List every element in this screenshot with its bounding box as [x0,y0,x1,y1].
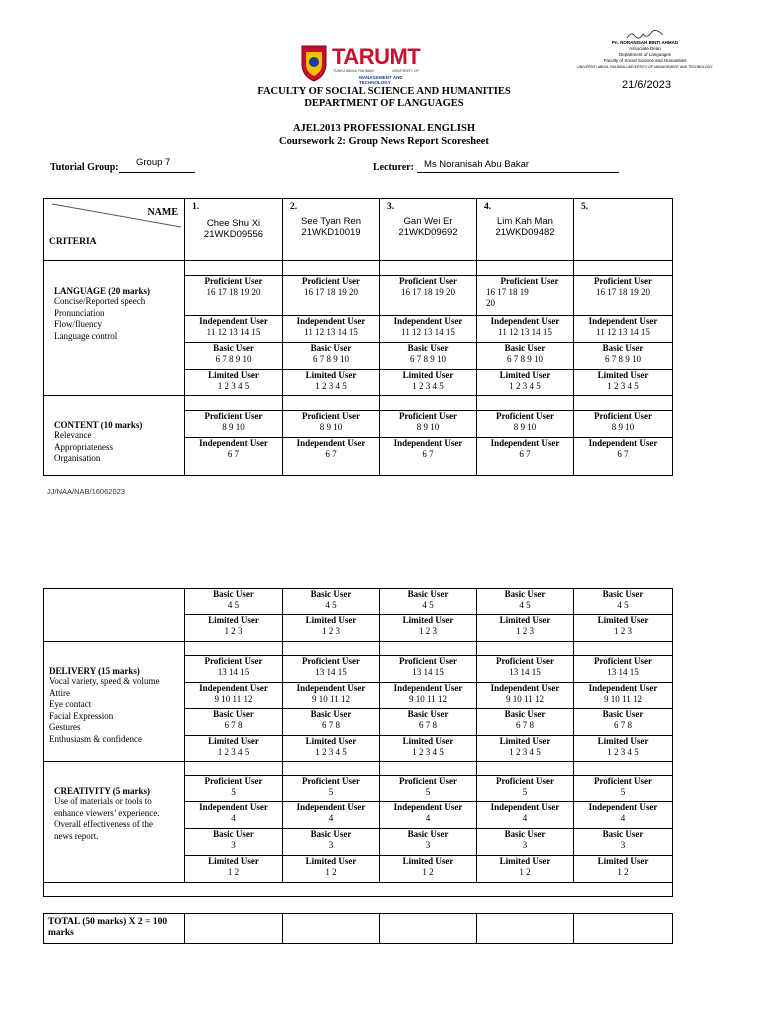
course-title: AJEL2013 PROFESSIONAL ENGLISH [292,123,476,134]
signatory-title: Associate Dean [629,46,661,51]
student-id: 21WKD09482 [495,227,555,238]
score-cell: Limited User 1 2 3 4 5 [477,736,574,762]
score-cell: Independent User 11 12 13 14 15 [283,316,380,343]
score-cell: Limited User 1 2 3 [574,615,673,642]
content-item: Organisation [54,453,101,463]
signature-date: 21/6/2023 [622,79,671,91]
score-cell: Proficient User 8 9 10 [477,411,574,438]
score-cell: Basic User 6 7 8 9 10 [283,343,380,370]
name-header: NAME [147,207,178,218]
delivery-item: Attire [49,687,70,698]
score-cell: Limited User 1 2 [477,856,574,883]
delivery-title: DELIVERY (15 marks) [49,666,140,676]
student-id: 21WKD09556 [203,229,264,240]
content-criteria [44,396,185,476]
score-cell: Proficient User 16 17 18 19 20 [574,276,673,316]
tutorial-group-label: Tutorial Group: [50,162,119,173]
score-cell: Proficient User 16 17 18 19 20 [477,276,574,316]
score-cell: Proficient User 8 9 10 [185,411,283,438]
score-cell: Basic User 4 5 [185,589,283,615]
creativity-item: enhance viewers’ experience. [54,807,160,818]
total-cell[interactable] [380,914,477,944]
score-cell: Independent User 4 [574,802,673,829]
language-item: Language control [54,330,118,341]
total-cell[interactable] [477,914,574,944]
score-cell: Limited User 1 2 3 4 5 [380,370,477,396]
total-cell[interactable] [574,914,673,944]
criteria-header: CRITERIA [49,237,97,247]
score-cell: Proficient User 13 14 15 [283,656,380,683]
score-cell: Proficient User 13 14 15 [380,656,477,683]
student-cell-1: 1. Chee Shu Xi 21WKD09556 [185,199,283,261]
language-item: Pronunciation [54,307,105,318]
score-cell: Independent User 4 [283,802,380,829]
score-cell: Independent User 11 12 13 14 15 [380,316,477,343]
score-cell: Basic User 6 7 8 [380,709,477,736]
score-cell: Proficient User 5 [283,776,380,802]
score-cell: Proficient User 16 17 18 19 20 [283,276,380,316]
university-logo [300,44,430,86]
score-cell: Independent User 4 [477,802,574,829]
score-cell: Limited User 1 2 3 4 5 [283,370,380,396]
score-cell: Limited User 1 2 3 [283,615,380,642]
signatory-name: Pn. NORANISAH BINTI AHMAD [611,40,679,45]
creativity-criteria [44,762,185,883]
total-cell[interactable] [185,914,283,944]
score-cell: Independent User 4 [380,802,477,829]
content-title: CONTENT (10 marks) [54,420,143,430]
crest-icon [300,44,328,82]
score-cell: Basic User 3 [283,829,380,856]
signatory-university: UNIVERSITI ABDUL RAHMAN UNIVERSITY OF MANAGEMENT AND TECHNOLOGY [577,65,713,69]
delivery-item: Eye contact [49,699,92,709]
score-cell: Limited User 1 2 3 [380,615,477,642]
coursework-title: Coursework 2: Group News Report Scoresheet [279,136,489,147]
student-name: Gan Wei Er [403,216,453,227]
score-cell: Independent User 6 7 [185,438,283,476]
score-cell: Basic User 6 7 8 [185,709,283,736]
student-id: 21WKD10019 [301,227,361,238]
score-cell: Independent User 9 10 11 12 [477,683,574,709]
score-cell: Proficient User 16 17 18 19 20 [185,276,283,316]
score-cell: Independent User 6 7 [380,438,477,476]
score-cell: Proficient User 5 [477,776,574,802]
logo-sub3: MANAGEMENT AND TECHNOLOGY [359,75,403,85]
content-item: Appropriateness [54,441,113,452]
creativity-item: Overall effectiveness of the [54,819,154,829]
student-name: Lim Kah Man [497,216,553,227]
student-name: See Tyan Ren [300,216,362,227]
score-cell: Proficient User 8 9 10 [574,411,673,438]
score-cell: Basic User 6 7 8 [283,709,380,736]
signature-block [570,30,720,70]
student-cell-4: 4. Lim Kah Man 21WKD09482 [477,199,574,261]
score-cell: Independent User 9 10 11 12 [283,683,380,709]
score-cell: Basic User 6 7 8 [574,709,673,736]
score-cell: Basic User 3 [380,829,477,856]
score-cell: Independent User 9 10 11 12 [574,683,673,709]
score-cell: Limited User 1 2 [380,856,477,883]
score-cell: Limited User 1 2 3 [477,615,574,642]
creativity-title: CREATIVITY (5 marks) [54,786,151,796]
scoresheet-table-1 [43,198,673,476]
score-cell: Independent User 4 [185,802,283,829]
creativity-item: Use of materials or tools to [54,796,152,806]
score-cell: Independent User 11 12 13 14 15 [477,316,574,343]
delivery-item: Gestures [49,722,81,732]
score-cell: Basic User 4 5 [477,589,574,615]
language-item: Concise/Reported speech [54,296,146,306]
lecturer-label: Lecturer: [373,162,414,173]
logo-sub2: UNIVERSITY OF [392,69,419,73]
score-cell: Basic User 3 [185,829,283,856]
signatory-dept: Department of Languages [618,52,672,57]
student-cell-3: 3. Gan Wei Er 21WKD09692 [380,199,477,261]
score-cell: Limited User 1 2 3 [185,615,283,642]
score-cell: Independent User 11 12 13 14 15 [574,316,673,343]
student-cell-2: 2. See Tyan Ren 21WKD10019 [283,199,380,261]
score-cell: Basic User 4 5 [283,589,380,615]
logo-sub1: TUNKU ABDUL RAHMAN [333,69,374,73]
score-cell: Limited User 1 2 3 4 5 [574,370,673,396]
total-cell[interactable] [283,914,380,944]
lecturer-value: Ms Noranisah Abu Bakar [424,159,530,170]
score-cell: Independent User 11 12 13 14 15 [185,316,283,343]
score-cell: Limited User 1 2 3 4 5 [185,370,283,396]
score-cell: Basic User 3 [574,829,673,856]
score-cell: Proficient User 16 17 18 19 20 [380,276,477,316]
delivery-criteria [44,642,185,762]
content-cont-criteria [44,589,185,642]
score-cell: Proficient User 5 [185,776,283,802]
creativity-item: news report. [54,830,99,841]
score-cell: Basic User 6 7 8 9 10 [185,343,283,370]
score-cell: Proficient User 13 14 15 [477,656,574,683]
student-id: 21WKD09692 [398,227,458,238]
logo-brand: TARUMT [332,44,421,69]
score-cell: Independent User 6 7 [283,438,380,476]
name-criteria-header [44,199,185,261]
delivery-item: Facial Expression [49,710,114,721]
total-label: TOTAL (50 marks) X 2 = 100 marks [44,914,185,944]
score-cell: Limited User 1 2 3 4 5 [477,370,574,396]
score-cell: Basic User 4 5 [380,589,477,615]
score-cell: Proficient User 5 [574,776,673,802]
student-cell-5: 5. [574,199,673,261]
lecturer-line [417,172,619,173]
score-cell: Basic User 6 7 8 9 10 [380,343,477,370]
language-title: LANGUAGE (20 marks) [54,286,150,296]
department-title: DEPARTMENT OF LANGUAGES [304,98,464,109]
score-cell: Basic User 6 7 8 [477,709,574,736]
score-cell: Proficient User 13 14 15 [185,656,283,683]
delivery-item: Vocal variety, speed & volume [49,676,160,686]
score-cell: Proficient User 5 [380,776,477,802]
content-item: Relevance [54,430,92,440]
score-cell: Limited User 1 2 3 4 5 [574,736,673,762]
score-cell: Proficient User 8 9 10 [380,411,477,438]
score-cell: Independent User 6 7 [574,438,673,476]
score-cell: Limited User 1 2 3 4 5 [380,736,477,762]
score-cell: Limited User 1 2 [283,856,380,883]
score-cell: Limited User 1 2 3 4 5 [283,736,380,762]
delivery-item: Enthusiasm & confidence [49,733,142,744]
tutorial-group-value: Group 7 [136,157,171,168]
score-cell: Basic User 3 [477,829,574,856]
total-table [43,913,673,944]
score-cell: Limited User 1 2 [185,856,283,883]
score-cell: Independent User 9 10 11 12 [185,683,283,709]
signatory-faculty: Faculty of Social Science and Humanities [603,58,687,63]
document-code: JJ/NAA/NAB/16062023 [47,487,125,496]
student-name: Chee Shu Xi [206,218,261,229]
score-cell: Limited User 1 2 [574,856,673,883]
tutorial-group-line [119,172,195,173]
language-item: Flow/fluency [54,319,102,329]
signature-icon [625,30,665,40]
scoresheet-table-2 [43,588,673,897]
faculty-title: FACULTY OF SOCIAL SCIENCE AND HUMANITIES [257,86,511,97]
score-cell: Basic User 6 7 8 9 10 [477,343,574,370]
spacer-row [44,883,673,897]
score-cell: Proficient User 13 14 15 [574,656,673,683]
score-cell: Basic User 4 5 [574,589,673,615]
score-cell: Proficient User 8 9 10 [283,411,380,438]
language-criteria [44,261,185,396]
score-cell: Basic User 6 7 8 9 10 [574,343,673,370]
score-cell: Independent User 9 10 11 12 [380,683,477,709]
score-cell: Limited User 1 2 3 4 5 [185,736,283,762]
score-cell: Independent User 6 7 [477,438,574,476]
